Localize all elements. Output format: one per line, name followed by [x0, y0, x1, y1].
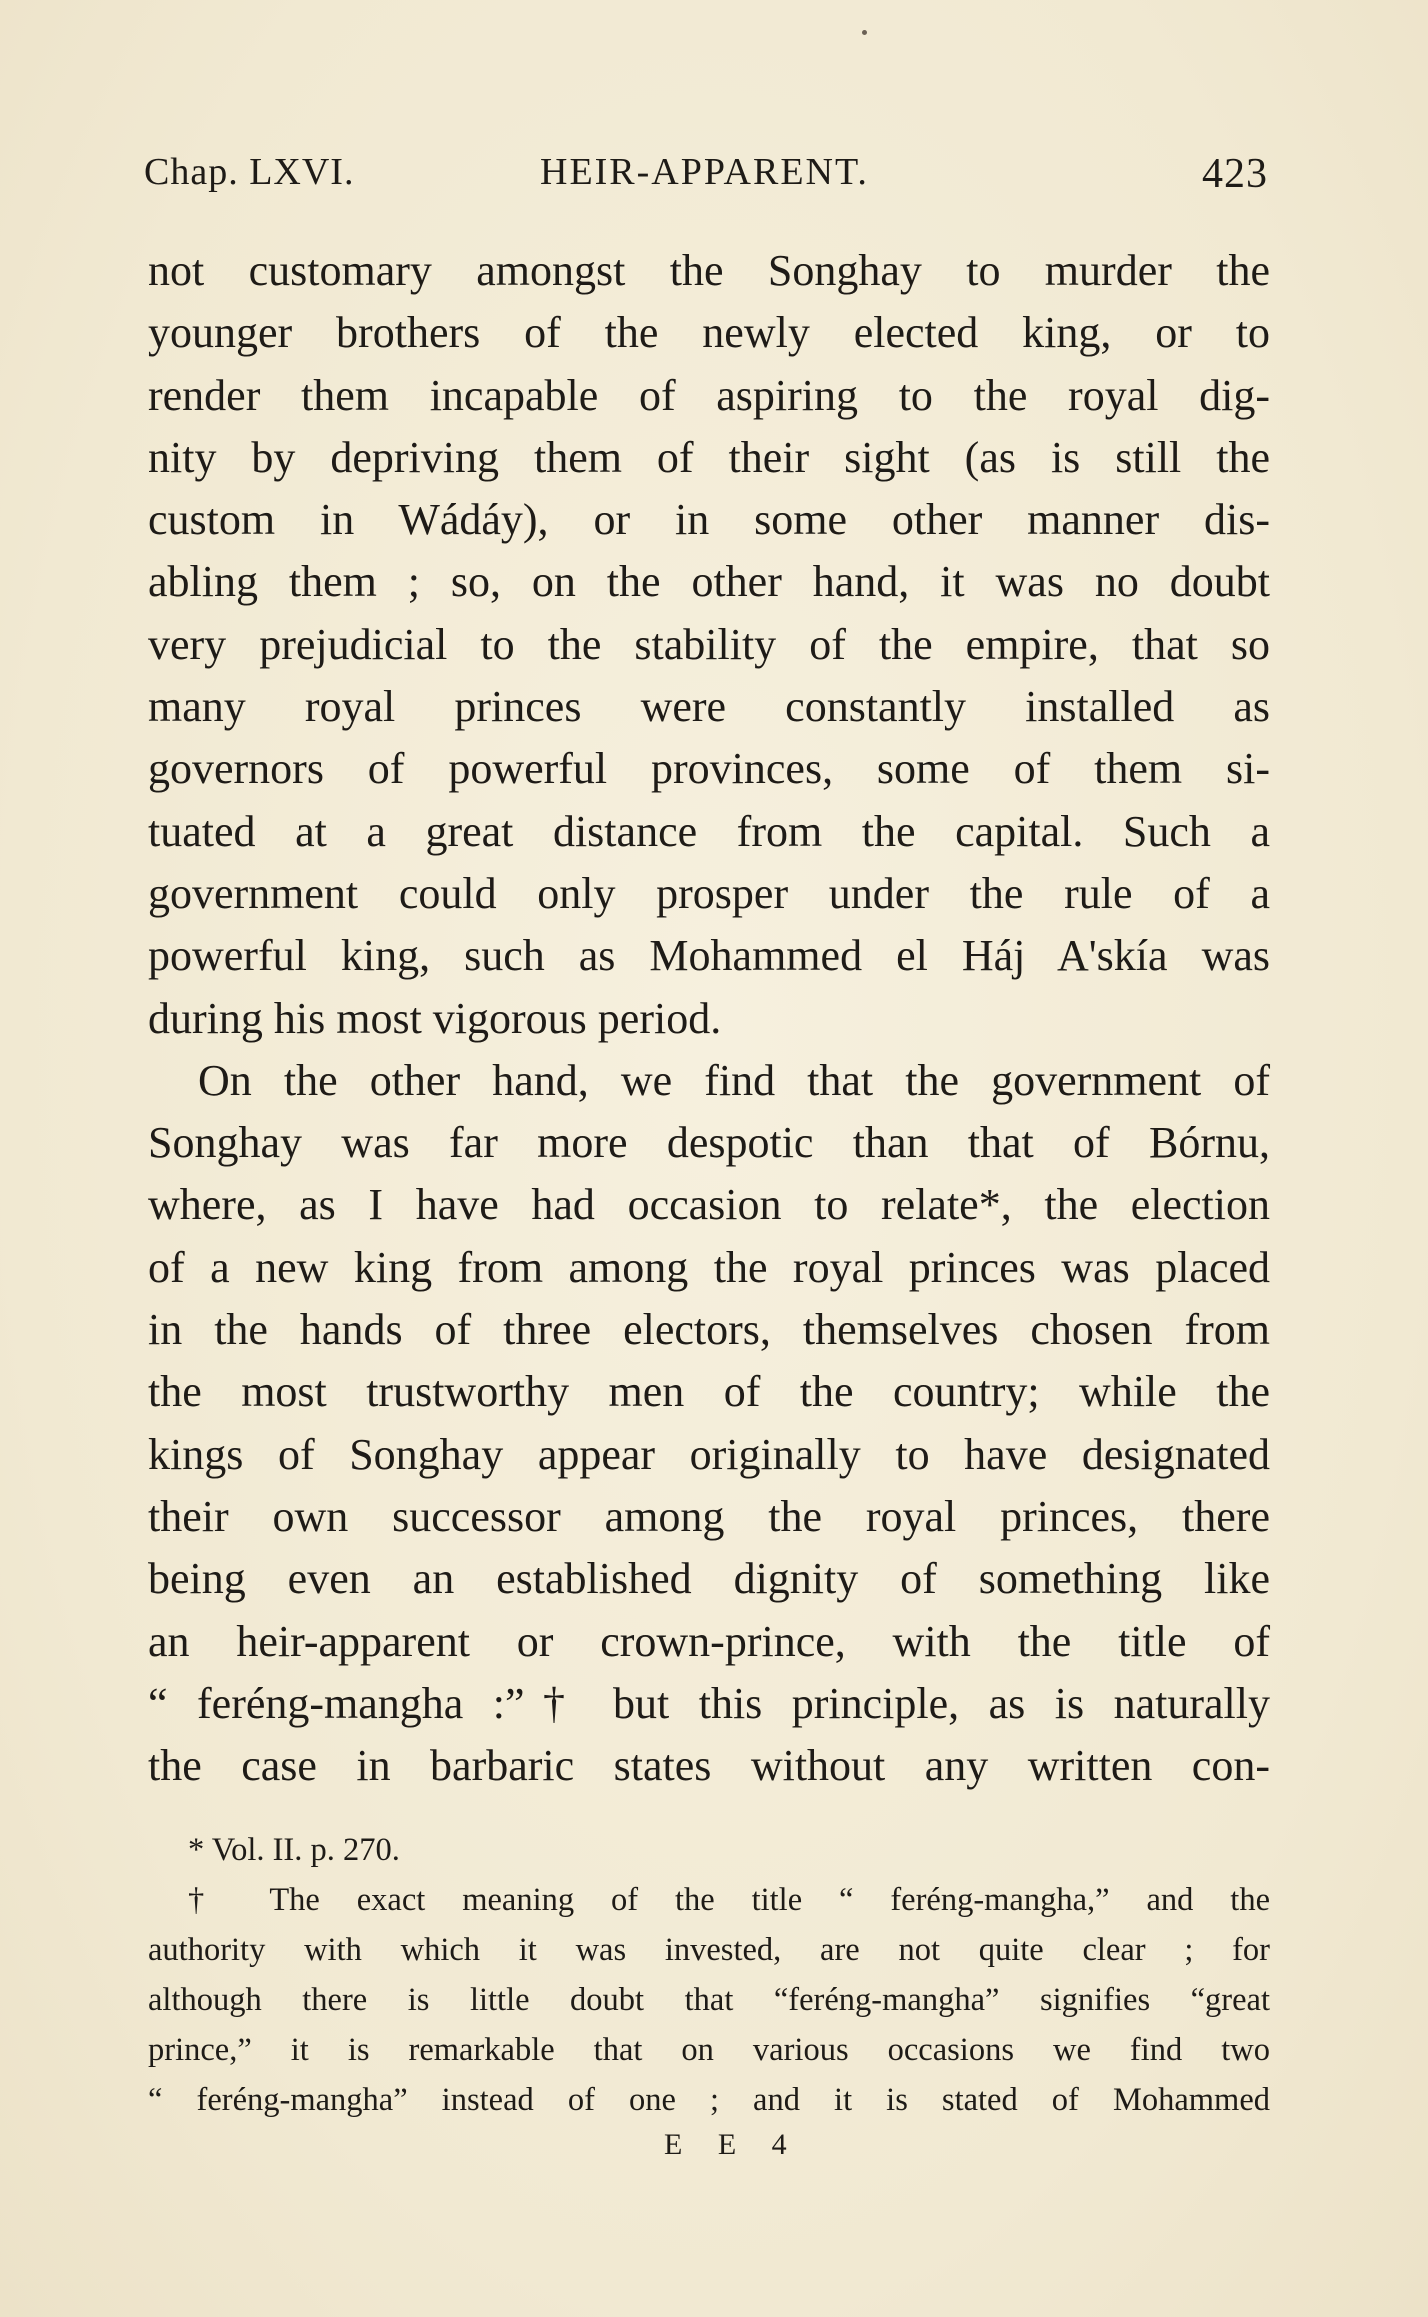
- text-line: very prejudicial to the stability of the empire, that so: [148, 619, 1270, 669]
- text-line: render them incapable of aspiring to the royal dig-: [148, 370, 1270, 420]
- print-speck: [862, 30, 867, 35]
- text-line: tuated at a great distance from the capital. Such a: [148, 806, 1270, 856]
- text-line: during his most vigorous period.: [148, 993, 722, 1043]
- text-line: of a new king from among the royal princes was placed: [148, 1242, 1270, 1292]
- footnote-line: “ feréng-mangha” instead of one ; and it is stated of Mohammed: [148, 2082, 1270, 2118]
- footnote-line: * Vol. II. p. 270.: [188, 1832, 400, 1868]
- footnotes: [148, 1825, 1270, 2125]
- main-text: [148, 240, 1270, 1797]
- text-line: their own successor among the royal princes, there: [148, 1491, 1270, 1541]
- page-number: 423: [1202, 151, 1268, 197]
- text-line: abling them ; so, on the other hand, it was no doubt: [148, 557, 1270, 607]
- text-line: the case in barbaric states without any written con-: [148, 1741, 1270, 1791]
- text-line: where, as I have had occasion to relate*, the election: [148, 1180, 1270, 1230]
- text-line: “ feréng-mangha :”† but this principle, as is naturally: [148, 1678, 1270, 1728]
- running-title: HEIR-APPARENT.: [540, 151, 869, 193]
- text-line: government could only prosper under the rule of a: [148, 868, 1270, 918]
- text-line: custom in Wádáy), or in some other manner dis-: [148, 495, 1270, 545]
- running-header: [144, 150, 1268, 210]
- text-line: governors of powerful provinces, some of them si-: [148, 744, 1270, 794]
- signature-mark: E E 4: [664, 2128, 801, 2161]
- text-line: powerful king, such as Mohammed el Háj A'skía was: [148, 931, 1270, 981]
- text-line: many royal princes were constantly installed as: [148, 682, 1270, 732]
- text-line: nity by depriving them of their sight (as is still the: [148, 432, 1270, 482]
- text-line: an heir-apparent or crown-prince, with the title of: [148, 1616, 1270, 1666]
- footnote-line: prince,” it is remarkable that on various occasions we find two: [148, 2032, 1270, 2068]
- footnote-line: although there is little doubt that “feréng-mangha” signifies “great: [148, 1982, 1270, 2018]
- text-line: On the other hand, we find that the government of: [198, 1055, 1270, 1105]
- chapter-label: Chap. LXVI.: [144, 151, 355, 193]
- text-line: not customary amongst the Songhay to murder the: [148, 246, 1270, 295]
- text-line: younger brothers of the newly elected king, or to: [148, 308, 1270, 358]
- footnote-line: † The exact meaning of the title “ feréng-mangha,” and the: [188, 1882, 1270, 1918]
- text-line: the most trustworthy men of the country; while the: [148, 1367, 1270, 1417]
- text-line: Songhay was far more despotic than that of Bórnu,: [148, 1118, 1270, 1168]
- footnote-line: authority with which it was invested, are not quite clear ; for: [148, 1932, 1270, 1968]
- text-line: in the hands of three electors, themselves chosen from: [148, 1305, 1270, 1355]
- text-line: kings of Songhay appear originally to have designated: [148, 1429, 1270, 1479]
- text-line: being even an established dignity of something like: [148, 1554, 1270, 1604]
